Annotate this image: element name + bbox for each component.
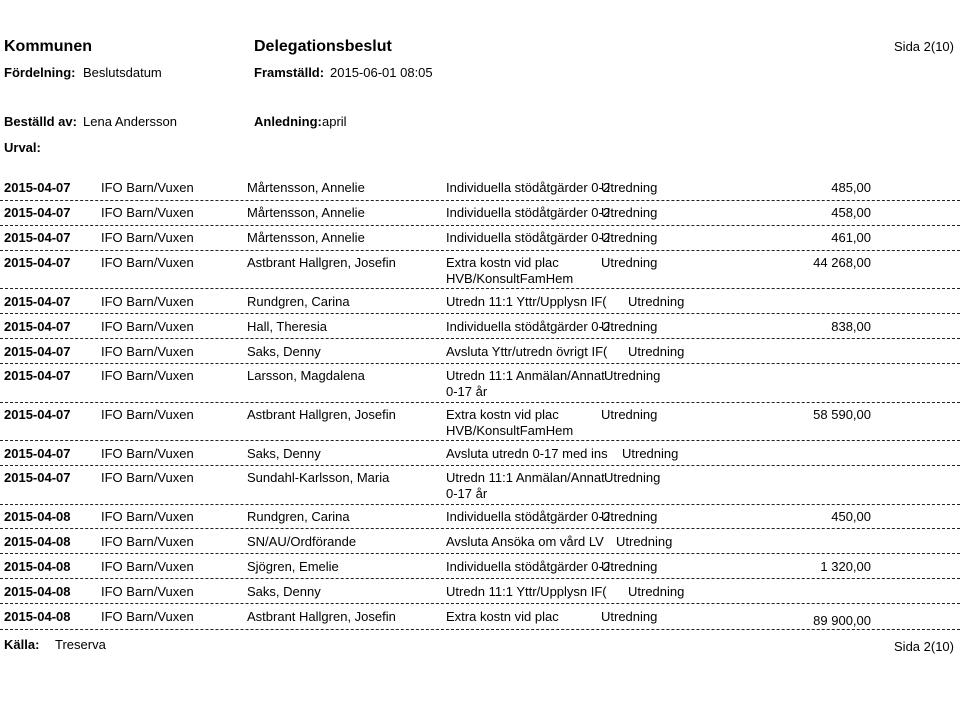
row-unit: IFO Barn/Vuxen xyxy=(101,230,194,245)
row-type: Utredning xyxy=(628,294,685,309)
row-description: Extra kostn vid plac xyxy=(446,255,559,270)
row-description-line2: HVB/KonsultFamHem xyxy=(446,423,574,438)
row-amount: 461,00 xyxy=(831,230,871,245)
row-type: Utredning xyxy=(628,344,685,359)
row-description: Individuella stödåtgärder 0-2 xyxy=(446,230,611,245)
row-date: 2015-04-07 xyxy=(4,368,71,383)
row-type: Utredning xyxy=(616,534,673,549)
org-name: Kommunen xyxy=(4,38,92,55)
row-name: Saks, Denny xyxy=(247,584,321,599)
row-divider xyxy=(0,363,960,364)
row-divider xyxy=(0,528,960,529)
footer-page-number: Sida 2(10) xyxy=(894,639,954,654)
row-name: Saks, Denny xyxy=(247,344,321,359)
row-name: Mårtensson, Annelie xyxy=(247,230,365,245)
row-date: 2015-04-07 xyxy=(4,230,71,245)
document-title: Delegationsbeslut xyxy=(254,38,392,55)
row-unit: IFO Barn/Vuxen xyxy=(101,344,194,359)
row-date: 2015-04-07 xyxy=(4,344,71,359)
distribution-label: Fördelning: xyxy=(4,65,76,80)
row-amount: 450,00 xyxy=(831,509,871,524)
row-type: Utredning xyxy=(604,470,661,485)
row-unit: IFO Barn/Vuxen xyxy=(101,534,194,549)
row-unit: IFO Barn/Vuxen xyxy=(101,584,194,599)
row-amount: 44 268,00 xyxy=(813,255,871,270)
row-date: 2015-04-07 xyxy=(4,255,71,270)
row-divider xyxy=(0,313,960,314)
row-description: Individuella stödåtgärder 0-2 xyxy=(446,559,611,574)
row-divider xyxy=(0,603,960,604)
row-unit: IFO Barn/Vuxen xyxy=(101,180,194,195)
row-type: Utredning xyxy=(601,255,658,270)
row-type: Utredning xyxy=(601,205,658,220)
row-description: Extra kostn vid plac xyxy=(446,407,559,422)
row-unit: IFO Barn/Vuxen xyxy=(101,255,194,270)
row-date: 2015-04-07 xyxy=(4,470,71,485)
row-name: Astbrant Hallgren, Josefin xyxy=(247,255,396,270)
source-value: Treserva xyxy=(55,637,106,652)
row-name: Larsson, Magdalena xyxy=(247,368,365,383)
row-divider xyxy=(0,200,960,201)
row-divider xyxy=(0,578,960,579)
row-divider xyxy=(0,288,960,289)
row-unit: IFO Barn/Vuxen xyxy=(101,446,194,461)
row-name: Mårtensson, Annelie xyxy=(247,205,365,220)
row-unit: IFO Barn/Vuxen xyxy=(101,407,194,422)
row-amount: 58 590,00 xyxy=(813,407,871,422)
row-unit: IFO Barn/Vuxen xyxy=(101,559,194,574)
row-type: Utredning xyxy=(601,230,658,245)
row-description-line2: 0-17 år xyxy=(446,486,488,501)
row-unit: IFO Barn/Vuxen xyxy=(101,470,194,485)
row-description: Avsluta Ansöka om vård LV xyxy=(446,534,604,549)
row-name: Sjögren, Emelie xyxy=(247,559,339,574)
row-divider xyxy=(0,465,960,466)
row-divider xyxy=(0,629,960,630)
row-divider xyxy=(0,504,960,505)
row-name: Rundgren, Carina xyxy=(247,509,350,524)
row-type: Utredning xyxy=(601,407,658,422)
row-description: Individuella stödåtgärder 0-2 xyxy=(446,509,611,524)
row-description: Individuella stödåtgärder 0-2 xyxy=(446,319,611,334)
row-date: 2015-04-08 xyxy=(4,559,71,574)
row-type: Utredning xyxy=(601,180,658,195)
row-description: Individuella stödåtgärder 0-2 xyxy=(446,180,611,195)
row-name: Rundgren, Carina xyxy=(247,294,350,309)
row-date: 2015-04-08 xyxy=(4,509,71,524)
reason-label: Anledning: xyxy=(254,114,322,129)
row-date: 2015-04-07 xyxy=(4,407,71,422)
row-name: Astbrant Hallgren, Josefin xyxy=(247,407,396,422)
row-description-line2: HVB/KonsultFamHem xyxy=(446,271,574,286)
row-amount: 458,00 xyxy=(831,205,871,220)
row-unit: IFO Barn/Vuxen xyxy=(101,294,194,309)
row-date: 2015-04-07 xyxy=(4,446,71,461)
row-type: Utredning xyxy=(601,509,658,524)
row-unit: IFO Barn/Vuxen xyxy=(101,368,194,383)
selection-label: Urval: xyxy=(4,140,41,155)
row-name: Saks, Denny xyxy=(247,446,321,461)
row-type: Utredning xyxy=(601,319,658,334)
row-divider xyxy=(0,553,960,554)
row-date: 2015-04-07 xyxy=(4,180,71,195)
row-date: 2015-04-08 xyxy=(4,584,71,599)
row-divider xyxy=(0,440,960,441)
row-description: Extra kostn vid plac xyxy=(446,609,559,624)
row-description: Utredn 11:1 Anmälan/Annat xyxy=(446,368,605,383)
row-description: Avsluta utredn 0-17 med ins xyxy=(446,446,608,461)
row-description: Utredn 11:1 Yttr/Upplysn IF( xyxy=(446,584,607,599)
row-date: 2015-04-08 xyxy=(4,609,71,624)
row-divider xyxy=(0,338,960,339)
row-unit: IFO Barn/Vuxen xyxy=(101,205,194,220)
row-divider xyxy=(0,250,960,251)
ordered-by-label: Beställd av: xyxy=(4,114,77,129)
row-description: Utredn 11:1 Anmälan/Annat xyxy=(446,470,605,485)
row-date: 2015-04-08 xyxy=(4,534,71,549)
row-amount: 485,00 xyxy=(831,180,871,195)
row-unit: IFO Barn/Vuxen xyxy=(101,609,194,624)
row-date: 2015-04-07 xyxy=(4,205,71,220)
row-date: 2015-04-07 xyxy=(4,319,71,334)
row-divider xyxy=(0,225,960,226)
row-unit: IFO Barn/Vuxen xyxy=(101,509,194,524)
row-description: Avsluta Yttr/utredn övrigt IF( xyxy=(446,344,608,359)
row-type: Utredning xyxy=(601,609,658,624)
ordered-by-value: Lena Andersson xyxy=(83,114,177,129)
produced-value: 2015-06-01 08:05 xyxy=(330,65,433,80)
row-name: SN/AU/Ordförande xyxy=(247,534,357,549)
row-amount: 89 900,00 xyxy=(813,613,871,628)
row-divider xyxy=(0,402,960,403)
row-description: Utredn 11:1 Yttr/Upplysn IF( xyxy=(446,294,607,309)
row-amount: 1 320,00 xyxy=(820,559,871,574)
source-label: Källa: xyxy=(4,637,40,652)
row-amount: 838,00 xyxy=(831,319,871,334)
distribution-value: Beslutsdatum xyxy=(83,65,162,80)
row-type: Utredning xyxy=(604,368,661,383)
row-date: 2015-04-07 xyxy=(4,294,71,309)
row-name: Astbrant Hallgren, Josefin xyxy=(247,609,396,624)
row-type: Utredning xyxy=(622,446,679,461)
row-name: Sundahl-Karlsson, Maria xyxy=(247,470,390,485)
row-description-line2: 0-17 år xyxy=(446,384,488,399)
row-unit: IFO Barn/Vuxen xyxy=(101,319,194,334)
row-description: Individuella stödåtgärder 0-2 xyxy=(446,205,611,220)
row-type: Utredning xyxy=(601,559,658,574)
reason-value: april xyxy=(322,114,347,129)
produced-label: Framställd: xyxy=(254,65,325,80)
row-type: Utredning xyxy=(628,584,685,599)
row-name: Mårtensson, Annelie xyxy=(247,180,365,195)
page-number: Sida 2(10) xyxy=(894,39,954,54)
row-name: Hall, Theresia xyxy=(247,319,327,334)
